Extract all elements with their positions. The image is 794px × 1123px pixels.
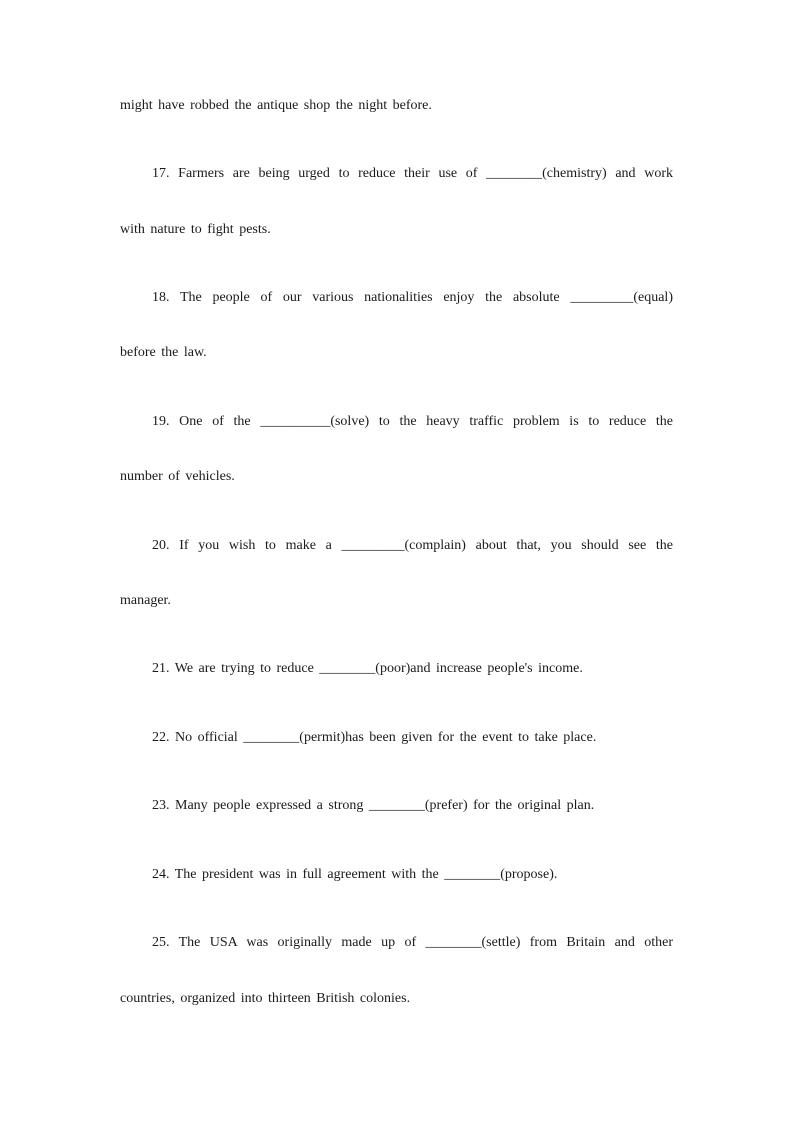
question-21: 21. We are trying to reduce ________(poor)and increase people's income. <box>152 661 583 676</box>
question-19-line-1: 19. One of the __________(solve) to the heavy traffic problem is to reduce the <box>152 414 673 429</box>
text-line-item16-continued: might have robbed the antique shop the night before. <box>120 98 432 113</box>
question-17-line-1: 17. Farmers are being urged to reduce their use of ________(chemistry) and work <box>152 166 673 181</box>
question-23: 23. Many people expressed a strong ________(prefer) for the original plan. <box>152 798 595 813</box>
question-18-line-1: 18. The people of our various nationalities enjoy the absolute _________(equal) <box>152 290 673 305</box>
question-20-line-1: 20. If you wish to make a _________(complain) about that, you should see the <box>152 538 673 553</box>
question-20-line-2: manager. <box>120 593 171 608</box>
question-19-line-2: number of vehicles. <box>120 469 235 484</box>
question-17-line-2: with nature to fight pests. <box>120 222 271 237</box>
question-25-line-1: 25. The USA was originally made up of ________(settle) from Britain and other <box>152 935 673 950</box>
question-24: 24. The president was in full agreement with the ________(propose). <box>152 867 558 882</box>
question-18-line-2: before the law. <box>120 345 207 360</box>
question-22: 22. No official ________(permit)has been given for the event to take place. <box>152 730 597 745</box>
question-25-line-2: countries, organized into thirteen British colonies. <box>120 991 411 1006</box>
